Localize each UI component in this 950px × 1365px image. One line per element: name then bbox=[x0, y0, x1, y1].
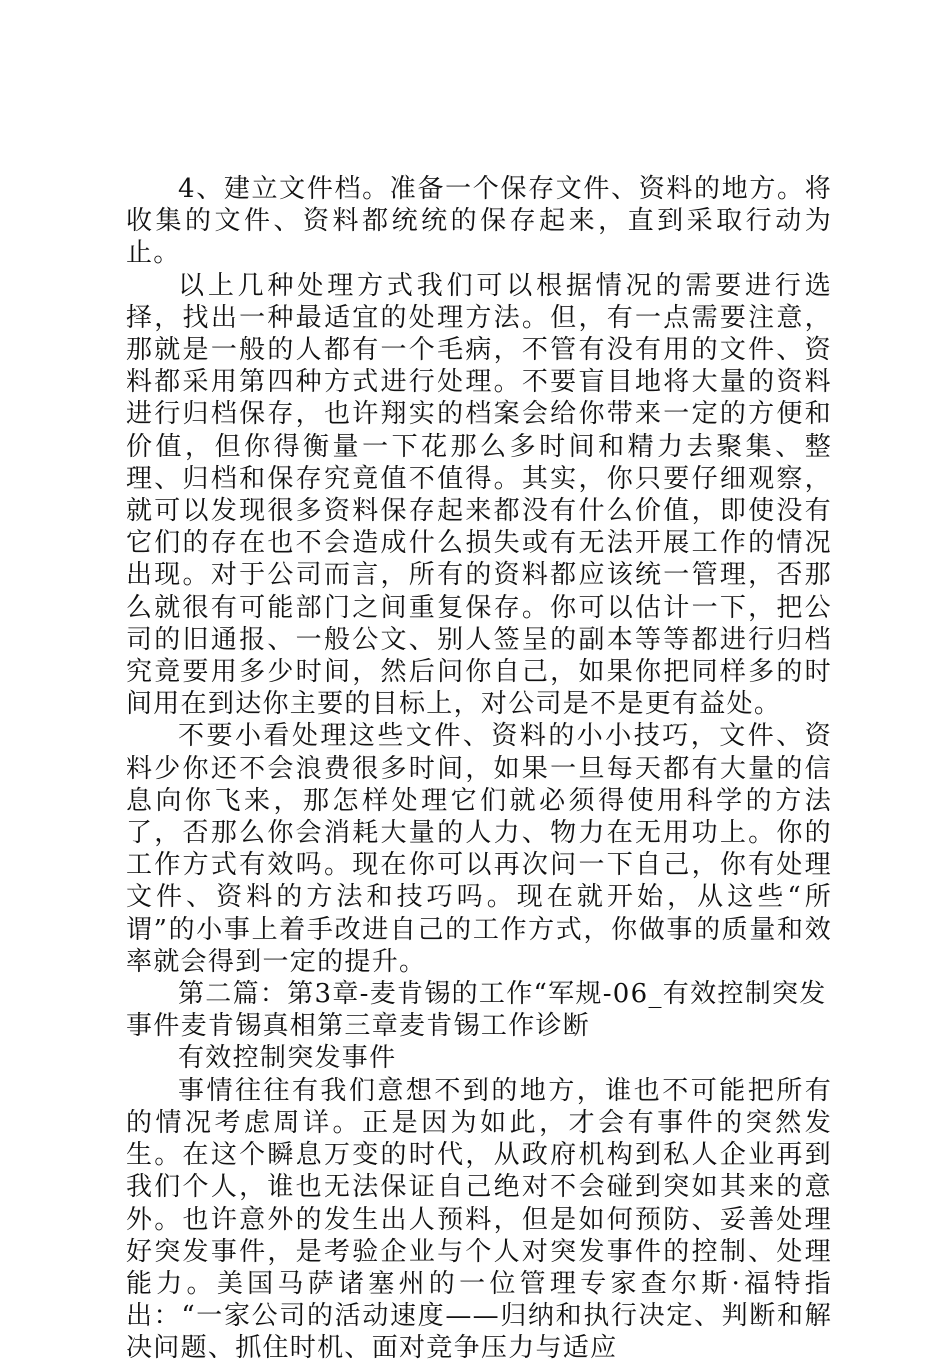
section-heading: 有效控制突发事件 bbox=[178, 1043, 397, 1074]
paragraph-emergency-events: 事情往往有我们意想不到的地方，谁也不可能把所有的情况考虑周详。正是因为如此，才会有事件的突然发生。在这个瞬息万变的时代，从政府机构到私人企业再到我们个人，谁也无法保证自己绝对不会碰到突如其来的意外。也许意外的发生出人预料，但是如何预防、妥善处理好突发事件，是考验企业与个人对突发事件的控制、处理能力。美国马萨诸塞州的一位管理专家查尔斯·福特指出：“一家公司的活动速度——归纳和执行决定、判断和解决问题、抓住时机、面对竞争压力与适应 bbox=[126, 1075, 832, 1364]
paragraph-processing-tips: 不要小看处理这些文件、资料的小小技巧，文件、资料少你还不会浪费很多时间，如果一旦每天都有大量的信息向你飞来，那怎样处理它们就必须得使用科学的方法了，否那么你会消耗大量的人力、物力在无用功上。你的工作方式有效吗。现在你可以再次问一下自己，你有处理文件、资料的方法和技巧吗。现在就开始，从这些“所谓”的小事上着手改进自己的工作方式，你做事的质量和效率就会得到一定的提升。 bbox=[126, 721, 832, 977]
document-body bbox=[126, 173, 832, 1365]
chapter-heading: 第二篇：第3章-麦肯锡的工作“军规-06_有效控制突发事件麦肯锡真相第三章麦肯锡工作诊断 bbox=[126, 979, 827, 1042]
paragraph-file-archive: 4、建立文件档。准备一个保存文件、资料的地方。将收集的文件、资料都统统的保存起来，直到采取行动为止。 bbox=[126, 174, 832, 269]
paragraph-processing-methods: 以上几种处理方式我们可以根据情况的需要进行选择，找出一种最适宜的处理方法。但，有一点需要注意，那就是一般的人都有一个毛病，不管有没有用的文件、资料都采用第四种方式进行处理。不要盲目地将大量的资料进行归档保存，也许翔实的档案会给你带来一定的方便和价值，但你得衡量一下花那么多时间和精力去聚集、整理、归档和保存究竟值不值得。其实，你只要仔细观察，就可以发现很多资料保存起来都没有什么价值，即使没有它们的存在也不会造成什么损失或有无法开展工作的情况出现。对于公司而言，所有的资料都应该统一管理，否那么就很有可能部门之间重复保存。你可以估计一下，把公司的旧通报、一般公文、别人签呈的副本等等都进行归档究竟要用多少时间，然后问你自己，如果你把同样多的时间用在到达你主要的目标上，对公司是不是更有益处。 bbox=[126, 270, 832, 720]
